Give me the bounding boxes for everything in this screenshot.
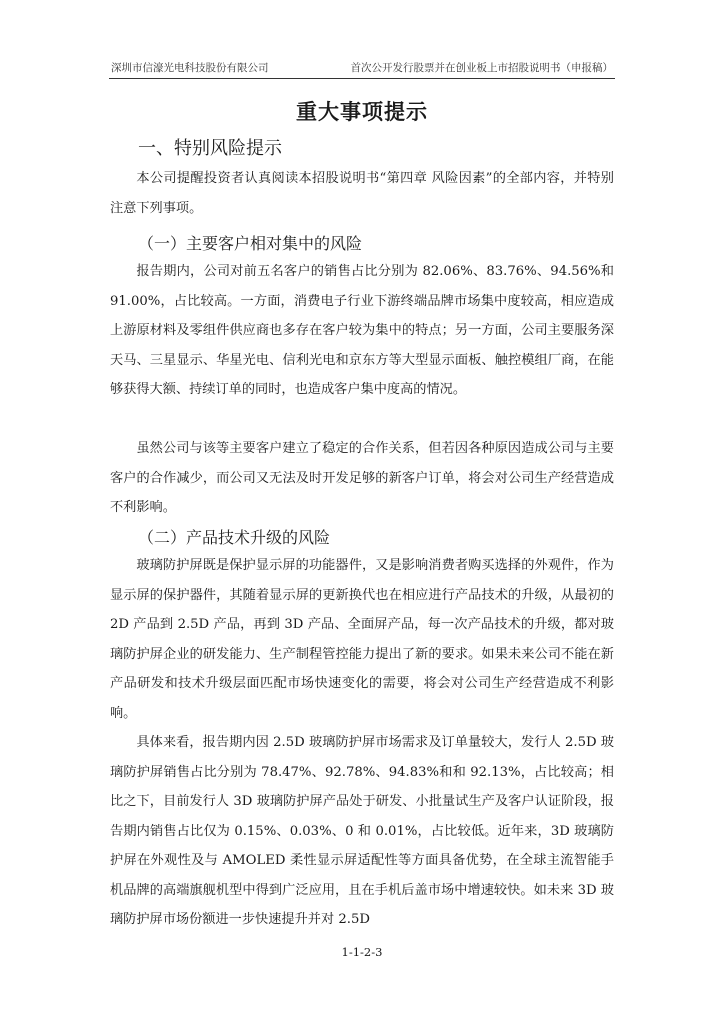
header-company: 深圳市信濠光电科技股份有限公司 <box>111 62 269 74</box>
intro-paragraph: 本公司提醒投资者认真阅读本招股说明书“第四章 风险因素”的全部内容，并特别注意下列事项。 <box>110 171 614 216</box>
section-heading: 一、特别风险提示 <box>138 138 282 159</box>
technology-paragraph-1: 玻璃防护屏既是保护显示屏的功能器件，又是影响消费者购买选择的外观件，作为显示屏的保护器件，其随着显示屏的更新换代也在相应进行产品技术的升级，从最初的 2D 产品到 2.5D 产品，再到 3D 产品、全面屏产品，每一次产品技术的升级，都对玻璃防护屏企业的研发能力、生产制程管控能力提出了新的要求。如果未来公司不能在新产品研发和技术升级层面匹配市场快速变化的需要，将会对公司生产经营造成不利影响。 <box>110 558 614 721</box>
technology-paragraph-2: 具体来看，报告期内因 2.5D 玻璃防护屏市场需求及订单量较大，发行人 2.5D 玻璃防护屏销售占比分别为 78.47%、92.78%、94.83%和和 92.13%，占比较高；相比之下，目前发行人 3D 玻璃防护屏产品处于研发、小批量试生产及客户认证阶段，报告期内销售占比仅为 0.15%、0.03%、0 和 0.01%，占比较低。近年来，3D 玻璃防护屏在外观性及与 AMOLED 柔性显示屏适配性等方面具备优势，在全球主流智能手机品牌的高端旗舰机型中得到广泛应用，且在手机后盖市场中增速较快。如未来 3D 玻璃防护屏市场份额进一步快速提升并对 2.5D <box>110 735 614 927</box>
page-number: 1-1-2-3 <box>341 945 383 959</box>
page-header <box>109 58 615 79</box>
header-doc-type: 首次公开发行股票并在创业板上市招股说明书（申报稿） <box>350 62 613 74</box>
page-title: 重大事项提示 <box>296 100 428 124</box>
customers-paragraph-1: 报告期内，公司对前五名客户的销售占比分别为 82.06%、83.76%、94.56%和 91.00%，占比较高。一方面，消费电子行业下游终端品牌市场集中度较高，相应造成上游原材料及零组件供应商也多存在客户较为集中的特点；另一方面，公司主要服务深天马、三星显示、华星光电、信利光电和京东方等大型显示面板、触控模组厂商，在能够获得大额、持续订单的同时，也造成客户集中度高的情况。 <box>110 264 614 397</box>
subsection-heading-customers: （一）主要客户相对集中的风险 <box>138 234 363 253</box>
customers-paragraph-2: 虽然公司与该等主要客户建立了稳定的合作关系，但若因各种原因造成公司与主要客户的合作减少，而公司又无法及时开发足够的新客户订单，将会对公司生产经营造成不利影响。 <box>110 441 614 515</box>
subsection-heading-technology: （二）产品技术升级的风险 <box>138 528 331 547</box>
